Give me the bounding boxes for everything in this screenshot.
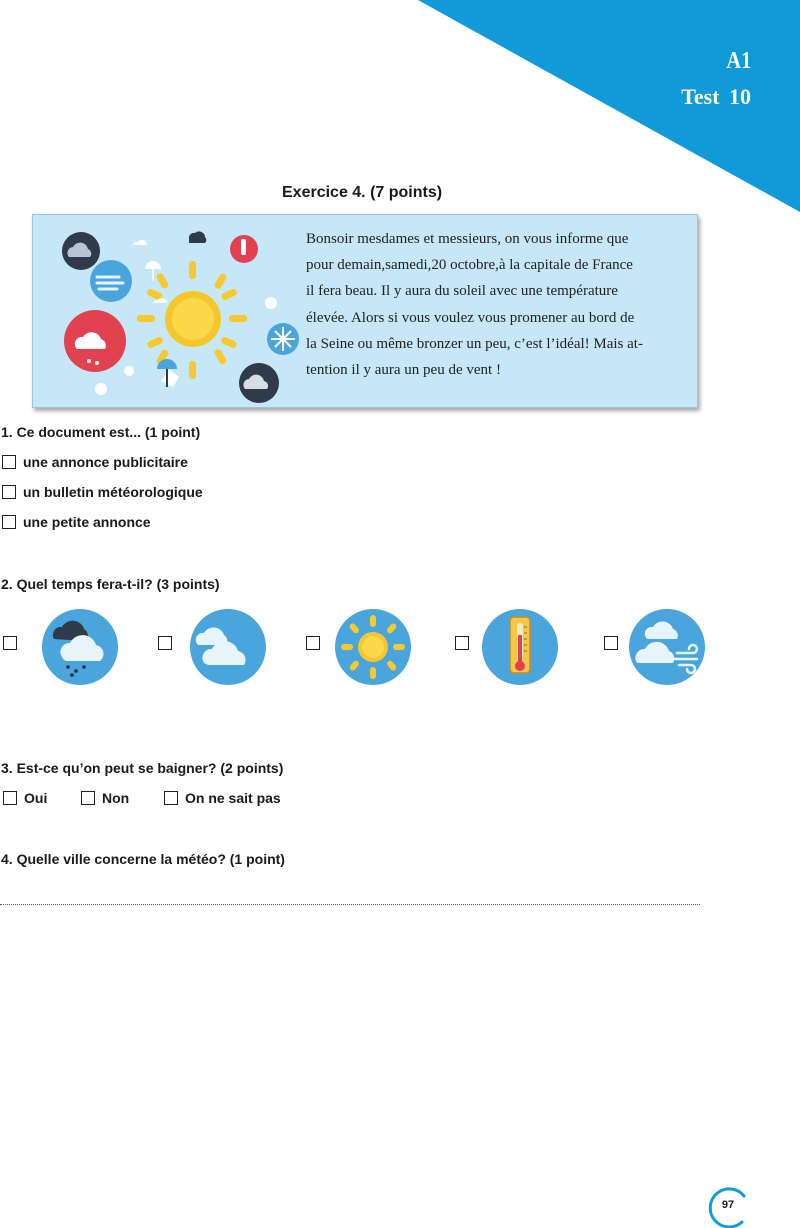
q3-option-label: Non <box>102 790 130 806</box>
q3-option-label: Oui <box>24 790 48 806</box>
q1-option-label: une annonce publicitaire <box>23 454 188 470</box>
cloud-wind-icon <box>629 609 705 685</box>
question-1-label: 1. Ce document est... (1 point) <box>1 424 201 440</box>
q1-option[interactable] <box>2 514 151 530</box>
cloud-rain-icon <box>42 609 118 685</box>
q3-option[interactable] <box>3 790 47 806</box>
checkbox[interactable] <box>164 791 178 805</box>
weather-text-line: il fera beau. Il y aura du soleil avec une température <box>306 283 618 300</box>
weather-text-line: la Seine ou même bronzer un peu, c’est l’idéal! Mais at- <box>306 335 643 352</box>
test-label: Test 10 <box>681 84 751 109</box>
level-label: A1 <box>726 48 751 74</box>
weather-text-line: Bonsoir mesdames et messieurs, on vous informe que <box>306 231 629 247</box>
weather-document <box>32 214 698 408</box>
checkbox[interactable] <box>158 636 172 650</box>
weather-text-line: élevée. Alors si vous voulez vous promener au bord de <box>306 309 635 326</box>
cloud-icon <box>190 609 266 685</box>
q3-option-label: On ne sait pas <box>185 790 281 806</box>
checkbox[interactable] <box>604 636 618 650</box>
checkbox[interactable] <box>3 791 17 805</box>
checkbox[interactable] <box>455 636 469 650</box>
thermometer-icon <box>482 609 558 685</box>
q1-option-label: une petite annonce <box>23 514 151 530</box>
checkbox[interactable] <box>2 485 16 499</box>
question-2-label: 2. Quel temps fera-t-il? (3 points) <box>1 576 220 592</box>
checkbox[interactable] <box>2 515 16 529</box>
checkbox[interactable] <box>3 636 17 650</box>
checkbox[interactable] <box>2 455 16 469</box>
weather-text-line: tention il y aura un peu de vent ! <box>306 362 501 379</box>
weather-text <box>306 226 690 383</box>
q1-option-label: un bulletin météorologique <box>23 484 203 500</box>
page-number: 97 <box>721 1199 735 1211</box>
sun-icon <box>335 609 411 685</box>
question-4-label: 4. Quelle ville concerne la météo? (1 point) <box>1 851 285 867</box>
weather-text-line: pour demain,samedi,20 octobre,à la capitale de France <box>306 257 633 274</box>
q3-option[interactable] <box>164 790 281 806</box>
weather-illustration <box>49 221 299 405</box>
checkbox[interactable] <box>81 791 95 805</box>
exercise-title: Exercice 4. (7 points) <box>282 184 443 201</box>
q1-option[interactable] <box>2 454 188 470</box>
q3-option[interactable] <box>81 790 129 806</box>
answer-line[interactable] <box>0 904 700 905</box>
checkbox[interactable] <box>306 636 320 650</box>
question-3-label: 3. Est-ce qu’on peut se baigner? (2 points) <box>1 760 284 776</box>
q1-option[interactable] <box>2 484 203 500</box>
